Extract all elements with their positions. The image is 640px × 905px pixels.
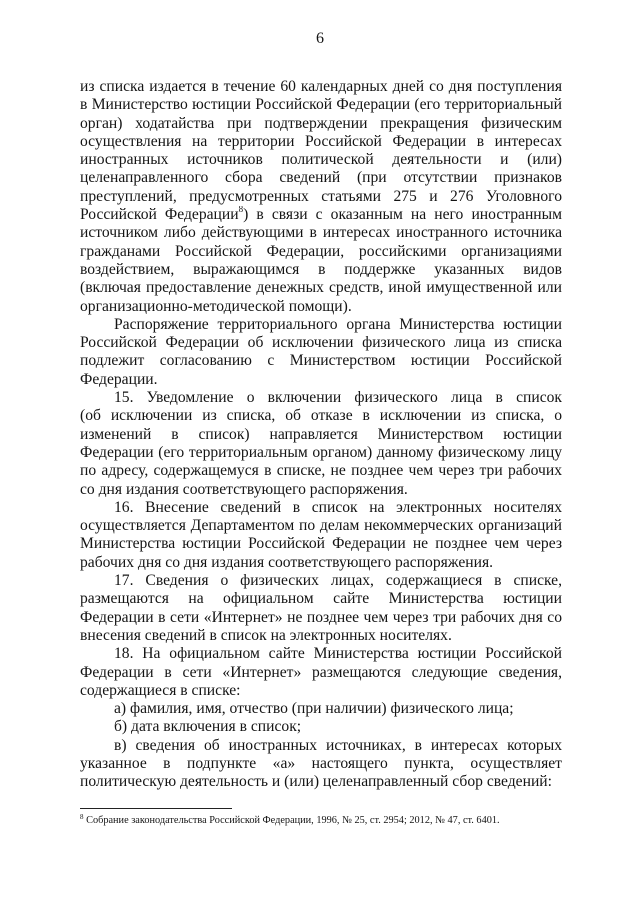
line-text: Российской Федерации об исключении физического лица из списка bbox=[80, 334, 562, 352]
text-line bbox=[80, 737, 562, 755]
text-line bbox=[80, 243, 562, 261]
text-line bbox=[80, 462, 562, 480]
line-text: указанное в подпункте «а» настоящего пункта, осуществляет bbox=[80, 754, 562, 772]
text-line bbox=[80, 371, 562, 389]
line-text: Министерства юстиции Российской Федерации не позднее чем через bbox=[80, 535, 562, 553]
text-line bbox=[80, 481, 562, 499]
line-text: организационно-методической помощи). bbox=[80, 297, 352, 315]
line-text: источником либо действующими в интересах иностранного источника bbox=[80, 224, 562, 242]
text-line bbox=[80, 444, 562, 462]
text-line bbox=[80, 572, 562, 590]
line-text: размещаются на официальном сайте Министерства юстиции bbox=[80, 590, 562, 608]
line-text-continued: ) в связи с оказанным на него иностранным bbox=[243, 206, 562, 224]
text-line bbox=[80, 224, 562, 242]
text-line bbox=[80, 115, 562, 133]
line-text: а) фамилия, имя, отчество (при наличии) физического лица; bbox=[114, 700, 514, 718]
text-line bbox=[80, 78, 562, 96]
text-line bbox=[80, 389, 562, 407]
text-line bbox=[80, 590, 562, 608]
line-text: осуществляется Департаментом по делам некоммерческих организаций bbox=[80, 517, 562, 535]
text-line bbox=[80, 773, 562, 791]
line-text: 15. Уведомление о включении физического лица в список bbox=[114, 389, 562, 407]
line-text: Федерации в сети «Интернет» не позднее чем через три рабочих дня со bbox=[80, 608, 562, 626]
text-line bbox=[80, 279, 562, 297]
text-line bbox=[80, 334, 562, 352]
line-text: из списка издается в течение 60 календарных дней со дня поступления bbox=[80, 78, 562, 95]
text-line bbox=[80, 426, 562, 444]
text-line bbox=[80, 664, 562, 682]
line-text: политическую деятельность и (или) целенаправленный сбор сведений: bbox=[80, 773, 552, 791]
text-line bbox=[80, 206, 562, 224]
line-text: Российской Федерации bbox=[80, 206, 239, 224]
text-line bbox=[80, 700, 562, 718]
line-text: подлежит согласованию с Министерством юстиции Российской bbox=[80, 352, 562, 370]
text-line bbox=[80, 535, 562, 553]
footnote-mark: 8 bbox=[80, 813, 84, 821]
line-text: в) сведения об иностранных источниках, в интересах которых bbox=[114, 736, 562, 754]
document-body bbox=[80, 78, 562, 792]
text-line bbox=[80, 407, 562, 425]
text-line bbox=[80, 133, 562, 151]
line-text: целенаправленного сбора сведений (при отсутствии признаков bbox=[80, 169, 562, 187]
text-line bbox=[80, 627, 562, 645]
text-line bbox=[80, 682, 562, 700]
text-line bbox=[80, 188, 562, 206]
page-number: 6 bbox=[316, 30, 324, 47]
line-text: б) дата включения в список; bbox=[114, 718, 302, 736]
text-line bbox=[80, 645, 562, 663]
line-text: содержащиеся в списке: bbox=[80, 681, 241, 699]
footnote-text: Собрание законодательства Российской Федерации, 1996, № 25, ст. 2954; 2012, № 47, ст. 6401. bbox=[83, 815, 500, 826]
line-text: внесения сведений в список на электронных носителях. bbox=[80, 626, 452, 644]
text-line bbox=[80, 261, 562, 279]
text-line bbox=[80, 609, 562, 627]
line-text: со дня издания соответствующего распоряжения. bbox=[80, 480, 408, 498]
line-text: рабочих дня со дня издания соответствующего распоряжения. bbox=[80, 553, 494, 571]
line-text: 18. На официальном сайте Министерства юстиции Российской bbox=[114, 645, 562, 663]
line-text: осуществления на территории Российской Федерации в интересах bbox=[80, 132, 562, 150]
line-text: Федерации. bbox=[80, 370, 158, 388]
text-line bbox=[80, 298, 562, 316]
text-line bbox=[80, 755, 562, 773]
line-text: в Министерство юстиции Российской Федерации (его территориальный bbox=[80, 96, 562, 114]
line-text: преступлений, предусмотренных статьями 275 и 276 Уголовного bbox=[80, 187, 562, 205]
line-text: (включая предоставление денежных средств, иной имущественной или bbox=[80, 279, 562, 297]
text-line bbox=[80, 151, 562, 169]
text-line bbox=[80, 352, 562, 370]
line-text: 16. Внесение сведений в список на электронных носителях bbox=[114, 498, 562, 516]
footnote-reference: 8 bbox=[238, 206, 244, 215]
text-line bbox=[80, 499, 562, 517]
text-line bbox=[80, 517, 562, 535]
text-line bbox=[80, 169, 562, 187]
text-line bbox=[80, 316, 562, 334]
line-text: Распоряжение территориального органа Министерства юстиции bbox=[114, 315, 562, 333]
line-text: изменений в список) направляется Министерством юстиции bbox=[80, 425, 562, 443]
line-text: Федерации в сети «Интернет» размещаются следующие сведения, bbox=[80, 663, 562, 681]
line-text: орган) ходатайства при подтверждении прекращения физическим bbox=[80, 114, 562, 132]
line-text: Федерации (его территориальным органом) данному физическому лицу bbox=[80, 443, 562, 461]
line-text: воздействием, выражающимся в поддержке указанных видов bbox=[80, 260, 562, 278]
line-text: гражданами Российской Федерации, российскими организациями bbox=[80, 242, 562, 260]
footnote-divider bbox=[80, 808, 232, 809]
line-text: (об исключении из списка, об отказе в исключении из списка, о bbox=[80, 407, 562, 425]
line-text: иностранных источников политической деятельности и (или) bbox=[80, 151, 562, 169]
text-line bbox=[80, 96, 562, 114]
footnote bbox=[80, 815, 500, 826]
text-line bbox=[80, 718, 562, 736]
line-text: по адресу, содержащемуся в списке, не позднее чем через три рабочих bbox=[80, 462, 562, 480]
line-text: 17. Сведения о физических лицах, содержащиеся в списке, bbox=[114, 572, 562, 590]
text-line bbox=[80, 554, 562, 572]
